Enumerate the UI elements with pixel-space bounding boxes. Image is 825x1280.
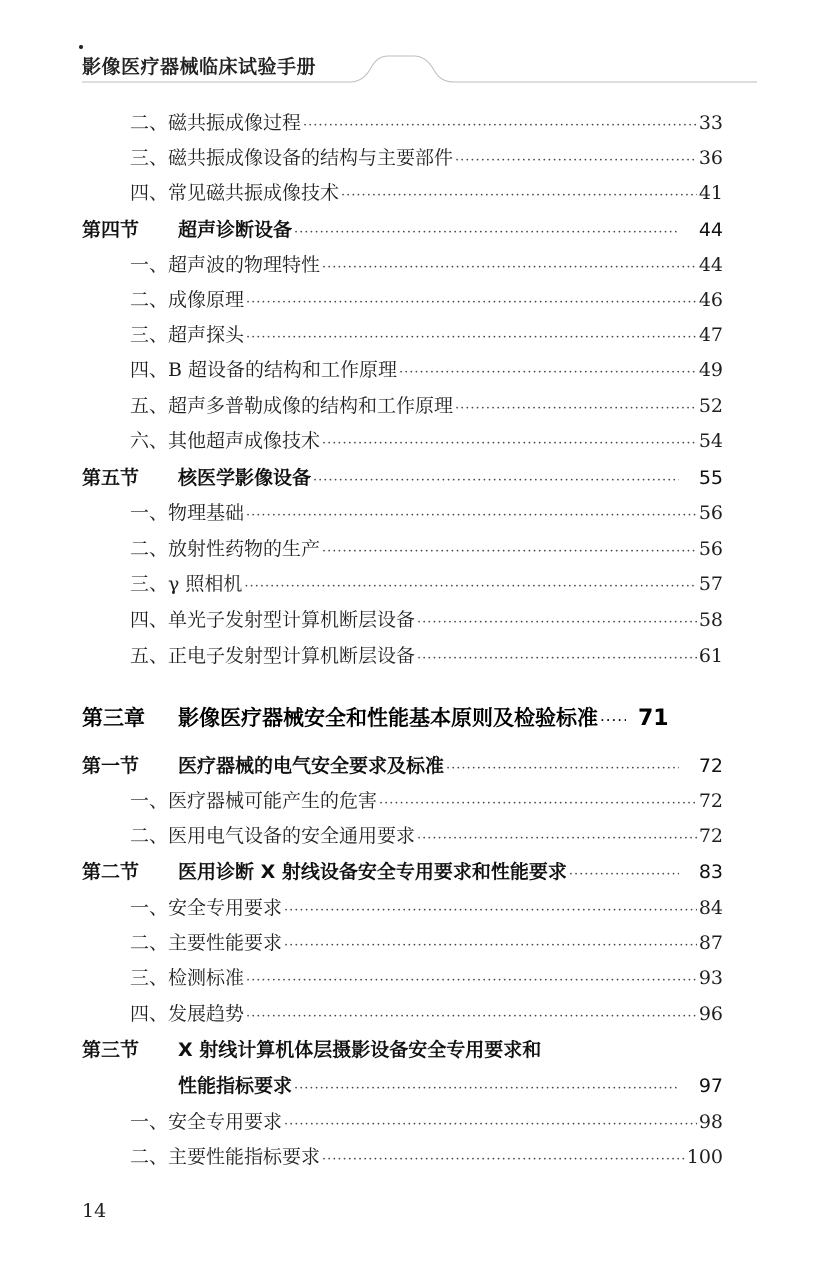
- entry-page: 56: [698, 502, 723, 524]
- entry-page: 47: [698, 324, 723, 346]
- entry-page: 57: [698, 573, 723, 595]
- section-title: 医疗器械的电气安全要求及标准: [178, 755, 445, 777]
- toc-entry[interactable]: [130, 569, 723, 599]
- entry-page: 36: [698, 147, 723, 169]
- entry-title: 医用电气设备的安全通用要求: [168, 825, 416, 847]
- toc-section-entry[interactable]: [82, 751, 723, 781]
- entry-title: 物理基础: [168, 502, 245, 524]
- toc-entry[interactable]: [130, 534, 723, 564]
- entry-title: B 超设备的结构和工作原理: [168, 359, 398, 381]
- section-label: 第一节: [82, 755, 140, 777]
- dot-leader: [294, 1081, 679, 1096]
- toc-entry[interactable]: [130, 1107, 723, 1137]
- entry-marker: 一、: [130, 1111, 169, 1133]
- entry-marker: 二、: [130, 289, 169, 311]
- toc-section-entry[interactable]: [82, 215, 723, 245]
- dot-leader: [284, 1117, 697, 1132]
- entry-page: 84: [698, 897, 723, 919]
- dot-leader: [600, 711, 626, 729]
- dot-leader: [244, 579, 696, 594]
- entry-marker: 四、: [130, 609, 169, 631]
- entry-marker: 一、: [130, 502, 169, 524]
- toc-section-entry[interactable]: [82, 463, 723, 493]
- page-number: 14: [82, 1200, 107, 1222]
- entry-title: 安全专用要求: [168, 897, 283, 919]
- dot-leader: [417, 615, 697, 630]
- entry-marker: 五、: [130, 395, 169, 417]
- entry-page: 100: [686, 1146, 723, 1168]
- entry-title: 发展趋势: [168, 1003, 245, 1025]
- section-title-continued: 性能指标要求: [178, 1075, 293, 1097]
- dot-leader: [446, 761, 679, 776]
- entry-title: 成像原理: [168, 289, 245, 311]
- entry-marker: 二、: [130, 112, 169, 134]
- dot-leader: [303, 118, 697, 133]
- dot-leader: [246, 330, 697, 345]
- entry-marker: 三、: [130, 573, 169, 595]
- section-label: 第四节: [82, 219, 140, 241]
- dot-leader: [322, 436, 697, 451]
- toc-chapter-entry[interactable]: [82, 702, 723, 732]
- toc-section-entry-line2[interactable]: [178, 1071, 723, 1101]
- dot-leader: [379, 796, 697, 811]
- toc-entry[interactable]: [130, 641, 723, 671]
- toc-entry[interactable]: [130, 250, 723, 280]
- entry-title: 单光子发射型计算机断层设备: [168, 609, 416, 631]
- entry-marker: 二、: [130, 932, 169, 954]
- entry-marker: 三、: [130, 967, 169, 989]
- chapter-page: 71: [638, 706, 669, 731]
- entry-title: γ 照相机: [168, 573, 243, 595]
- entry-page: 58: [698, 609, 723, 631]
- dot-leader: [455, 401, 697, 416]
- dot-leader: [322, 1152, 685, 1167]
- section-title: 超声诊断设备: [178, 219, 293, 241]
- toc-entry[interactable]: [130, 426, 723, 456]
- entry-marker: 二、: [130, 825, 169, 847]
- entry-title: 检测标准: [168, 967, 245, 989]
- toc-section-entry-line1[interactable]: [82, 1035, 541, 1062]
- entry-marker: 二、: [130, 538, 169, 560]
- dot-leader: [246, 973, 697, 988]
- toc-entry[interactable]: [130, 821, 723, 851]
- dot-leader: [246, 508, 697, 523]
- entry-title: 磁共振成像设备的结构与主要部件: [168, 147, 454, 169]
- toc-section-entry[interactable]: [82, 857, 723, 887]
- section-page: 44: [698, 219, 723, 241]
- dot-leader: [417, 651, 697, 666]
- toc-entry[interactable]: [130, 786, 723, 816]
- entry-page: 72: [698, 825, 723, 847]
- section-title: 核医学影像设备: [178, 467, 312, 489]
- chapter-title: 影像医疗器械安全和性能基本原则及检验标准: [178, 706, 598, 730]
- entry-page: 56: [698, 538, 723, 560]
- entry-page: 87: [698, 932, 723, 954]
- entry-marker: 三、: [130, 324, 169, 346]
- entry-page: 49: [698, 359, 723, 381]
- section-label: 第二节: [82, 861, 140, 883]
- section-page: 97: [698, 1075, 723, 1097]
- entry-marker: 四、: [130, 182, 169, 204]
- entry-page: 54: [698, 430, 723, 452]
- entry-page: 44: [698, 254, 723, 276]
- section-label: 第三节: [82, 1039, 140, 1061]
- entry-title: 常见磁共振成像技术: [168, 182, 340, 204]
- dot-leader: [246, 295, 697, 310]
- entry-page: 96: [698, 1003, 723, 1025]
- entry-page: 98: [698, 1111, 723, 1133]
- entry-page: 46: [698, 289, 723, 311]
- entry-marker: 三、: [130, 147, 169, 169]
- entry-page: 52: [698, 395, 723, 417]
- entry-title: 医疗器械可能产生的危害: [168, 790, 378, 812]
- dot-leader: [341, 188, 697, 203]
- entry-marker: 四、: [130, 1003, 169, 1025]
- entry-title: 磁共振成像过程: [168, 112, 302, 134]
- entry-title: 其他超声成像技术: [168, 430, 321, 452]
- dot-leader: [284, 938, 697, 953]
- entry-title: 安全专用要求: [168, 1111, 283, 1133]
- section-page: 83: [698, 861, 723, 883]
- entry-title: 放射性药物的生产: [168, 538, 321, 560]
- entry-marker: 四、: [130, 359, 169, 381]
- dot-leader: [313, 473, 679, 488]
- dot-leader: [399, 365, 697, 380]
- entry-page: 93: [698, 967, 723, 989]
- toc-entry[interactable]: [130, 391, 723, 421]
- entry-page: 72: [698, 790, 723, 812]
- entry-title: 超声探头: [168, 324, 245, 346]
- entry-marker: 一、: [130, 897, 169, 919]
- entry-page: 41: [698, 182, 723, 204]
- dot-leader: [322, 260, 697, 275]
- dot-leader: [417, 831, 697, 846]
- dot-leader: [246, 1009, 697, 1024]
- toc-entry[interactable]: [130, 143, 723, 173]
- toc-entry[interactable]: [130, 355, 723, 385]
- entry-page: 33: [698, 112, 723, 134]
- toc-entry[interactable]: [130, 963, 723, 993]
- entry-title: 主要性能指标要求: [168, 1146, 321, 1168]
- entry-title: 超声多普勒成像的结构和工作原理: [168, 395, 454, 417]
- toc-entry[interactable]: [130, 928, 723, 958]
- dot-leader: [284, 903, 697, 918]
- dot-leader: [569, 867, 679, 882]
- section-title: 医用诊断 X 射线设备安全专用要求和性能要求: [178, 861, 567, 883]
- entry-marker: 五、: [130, 645, 169, 667]
- toc-entry[interactable]: [130, 498, 723, 528]
- toc-entry[interactable]: [130, 605, 723, 635]
- header-title: 影像医疗器械临床试验手册: [82, 56, 317, 78]
- section-page: 55: [698, 467, 723, 489]
- entry-title: 超声波的物理特性: [168, 254, 321, 276]
- toc-entry[interactable]: [130, 999, 723, 1029]
- section-page: 72: [698, 755, 723, 777]
- dot-leader: [455, 153, 697, 168]
- section-label: 第五节: [82, 467, 140, 489]
- section-title: X 射线计算机体层摄影设备安全专用要求和: [178, 1039, 542, 1061]
- toc-entry[interactable]: [130, 285, 723, 315]
- entry-title: 正电子发射型计算机断层设备: [168, 645, 416, 667]
- entry-marker: 二、: [130, 1146, 169, 1168]
- entry-page: 61: [698, 645, 723, 667]
- entry-title: 主要性能要求: [168, 932, 283, 954]
- entry-marker: 六、: [130, 430, 169, 452]
- dot-leader: [294, 225, 679, 240]
- entry-marker: 一、: [130, 790, 169, 812]
- toc-entry[interactable]: [130, 1142, 723, 1172]
- dot-leader: [322, 544, 697, 559]
- toc-entry[interactable]: [130, 108, 723, 138]
- toc-entry[interactable]: [130, 320, 723, 350]
- toc-entry[interactable]: [130, 178, 723, 208]
- toc-entry[interactable]: [130, 893, 723, 923]
- chapter-label: 第三章: [82, 706, 145, 730]
- entry-marker: 一、: [130, 254, 169, 276]
